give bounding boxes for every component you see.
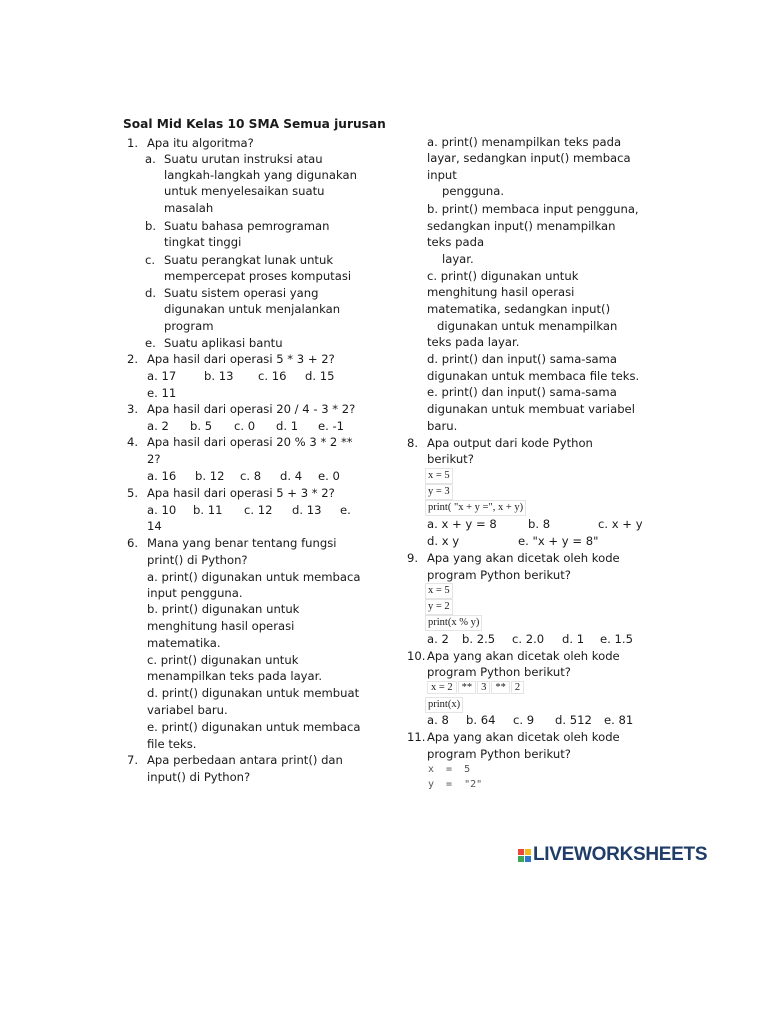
q10-option: c. 9 <box>513 713 535 727</box>
logo-square <box>518 849 524 855</box>
q5-option: a. 10 <box>147 503 177 517</box>
q2-text: Apa hasil dari operasi 5 * 3 + 2? <box>147 352 335 366</box>
q10-option: b. 64 <box>466 713 496 727</box>
q9-option: c. 2.0 <box>512 632 545 646</box>
q4-text: 2? <box>147 452 161 466</box>
q1e-letter: e. <box>145 336 156 350</box>
q2-number: 2. <box>127 352 139 366</box>
q9-option: d. 1 <box>562 632 585 646</box>
q1-number: 1. <box>127 136 139 150</box>
q7-option-line: pengguna. <box>442 184 505 198</box>
q6-line: file teks. <box>147 737 197 751</box>
q9-line: program Python berikut? <box>427 568 571 582</box>
q7-option-line: d. print() dan input() sama-sama <box>427 352 618 366</box>
q10-line: Apa yang akan dicetak oleh kode <box>427 649 620 663</box>
q3-option: a. 2 <box>147 419 169 433</box>
q10-option: e. 81 <box>604 713 634 727</box>
q8-option: b. 8 <box>528 517 551 531</box>
logo-text: LIVEWORKSHEETS <box>533 844 708 865</box>
q6-line: d. print() digunakan untuk membuat <box>147 686 360 700</box>
q7-option-line: b. print() membaca input pengguna, <box>427 202 639 216</box>
q6-line: c. print() digunakan untuk <box>147 653 299 667</box>
q4-option: d. 4 <box>280 469 303 483</box>
page-title: Soal Mid Kelas 10 SMA Semua jurusan <box>123 117 386 131</box>
q5-text: Apa hasil dari operasi 5 + 3 * 2? <box>147 486 335 500</box>
q1d-line: Suatu sistem operasi yang <box>164 286 319 300</box>
q10-option: d. 512 <box>555 713 592 727</box>
q2-option: d. 15 <box>305 369 335 383</box>
q9-number: 9. <box>407 551 419 565</box>
q2-option: b. 13 <box>204 369 234 383</box>
q7-option-line: layar, sedangkan input() membaca <box>427 151 631 165</box>
q6-number: 6. <box>127 536 139 550</box>
q3-option: c. 0 <box>234 419 256 433</box>
q7-number: 7. <box>127 753 139 767</box>
logo-square <box>525 856 531 862</box>
q1d-line: program <box>164 319 214 333</box>
q10-code-part: 3 <box>477 681 490 694</box>
q8-option: e. "x + y = 8" <box>518 534 599 548</box>
q8-option: a. x + y = 8 <box>427 517 497 531</box>
q10-code-line <box>427 681 525 694</box>
q10-code-line: print(x) <box>425 697 463 713</box>
q2-option: a. 17 <box>147 369 177 383</box>
q7-option-line: digunakan untuk membuat variabel <box>427 402 635 416</box>
q1a-line: langkah-langkah yang digunakan <box>164 168 357 182</box>
q7-option-line: digunakan untuk membaca file teks. <box>427 369 640 383</box>
q7-line: Apa perbedaan antara print() dan <box>147 753 343 767</box>
q9-option: e. 1.5 <box>600 632 633 646</box>
q11-line: Apa yang akan dicetak oleh kode <box>427 730 620 744</box>
q8-number: 8. <box>407 436 419 450</box>
q7-option-line: a. print() menampilkan teks pada <box>427 135 622 149</box>
q1c-line: mempercepat proses komputasi <box>164 269 352 283</box>
q8-line: Apa output dari kode Python <box>427 436 593 450</box>
q3-text: Apa hasil dari operasi 20 / 4 - 3 * 2? <box>147 402 356 416</box>
q7-option-line: teks pada <box>427 235 485 249</box>
q5-option: c. 12 <box>244 503 273 517</box>
q8-option: d. x y <box>427 534 460 548</box>
q11-code-line: x = 5 <box>428 764 471 775</box>
q3-option: d. 1 <box>276 419 299 433</box>
q9-code-line: x = 5 <box>425 583 453 599</box>
q3-option: b. 5 <box>190 419 213 433</box>
q7-option-line: input <box>427 168 457 182</box>
q7-option-line: digunakan untuk menampilkan <box>437 319 618 333</box>
q6-line: variabel baru. <box>147 703 228 717</box>
q1e-line: Suatu aplikasi bantu <box>164 336 283 350</box>
q7-line: input() di Python? <box>147 770 251 784</box>
q7-option-line: baru. <box>427 419 458 433</box>
q6-line: menghitung hasil operasi <box>147 619 295 633</box>
q6-line: print() di Python? <box>147 553 248 567</box>
q10-code-part: x = 2 <box>427 681 457 694</box>
q4-option: b. 12 <box>195 469 225 483</box>
q7-option-line: e. print() dan input() sama-sama <box>427 385 617 399</box>
q1b-line: tingkat tinggi <box>164 235 242 249</box>
q4-number: 4. <box>127 435 139 449</box>
q10-code-part: 2 <box>511 681 524 694</box>
q9-code-line: print(x % y) <box>425 615 482 631</box>
q6-line: Mana yang benar tentang fungsi <box>147 536 337 550</box>
q1a-line: Suatu urutan instruksi atau <box>164 152 323 166</box>
q8-code-line: print( "x + y =", x + y) <box>425 500 526 516</box>
q7-option-line: c. print() digunakan untuk <box>427 269 579 283</box>
q8-line: berikut? <box>427 452 474 466</box>
q1a-line: masalah <box>164 201 214 215</box>
logo-square <box>518 856 524 862</box>
q1a-line: untuk menyelesaikan suatu <box>164 184 325 198</box>
q6-line: a. print() digunakan untuk membaca <box>147 570 361 584</box>
q7-option-line: menghitung hasil operasi <box>427 285 575 299</box>
q9-option: b. 2.5 <box>462 632 496 646</box>
q5-number: 5. <box>127 486 139 500</box>
q3-number: 3. <box>127 402 139 416</box>
q10-line: program Python berikut? <box>427 665 571 679</box>
q4-text: Apa hasil dari operasi 20 % 3 * 2 ** <box>147 435 353 449</box>
q1a-letter: a. <box>145 152 156 166</box>
q5-option: 14 <box>147 519 162 533</box>
q8-code-line: y = 3 <box>425 484 453 500</box>
q1-text: Apa itu algoritma? <box>147 136 254 150</box>
q5-option: b. 11 <box>193 503 223 517</box>
q6-line: matematika. <box>147 636 221 650</box>
q11-code-line: y = "2" <box>428 779 483 790</box>
q10-number: 10. <box>407 649 426 663</box>
q7-option-line: teks pada layar. <box>427 335 520 349</box>
q1b-line: Suatu bahasa pemrograman <box>164 219 330 233</box>
q5-option: d. 13 <box>292 503 322 517</box>
q7-option-line: matematika, sedangkan input() <box>427 302 611 316</box>
q2-option: c. 16 <box>258 369 287 383</box>
q1c-line: Suatu perangkat lunak untuk <box>164 253 334 267</box>
q1d-letter: d. <box>145 286 157 300</box>
q4-option: a. 16 <box>147 469 177 483</box>
q1d-line: digunakan untuk menjalankan <box>164 302 341 316</box>
q4-option: e. 0 <box>318 469 340 483</box>
q9-option: a. 2 <box>427 632 449 646</box>
q1b-letter: b. <box>145 219 157 233</box>
q8-code-line: x = 5 <box>425 468 453 484</box>
q4-option: c. 8 <box>240 469 262 483</box>
q11-line: program Python berikut? <box>427 747 571 761</box>
q3-option: e. -1 <box>318 419 345 433</box>
q10-code-part: ** <box>491 681 510 694</box>
logo-square <box>525 849 531 855</box>
q8-option: c. x + y <box>598 517 643 531</box>
q5-option: e. <box>340 503 351 517</box>
q10-option: a. 8 <box>427 713 449 727</box>
q10-code-part: ** <box>458 681 477 694</box>
q6-line: e. print() digunakan untuk membaca <box>147 720 361 734</box>
q2-option: e. 11 <box>147 386 177 400</box>
liveworksheets-logo <box>518 844 707 866</box>
q11-number: 11. <box>407 730 426 744</box>
logo-icon <box>518 849 531 862</box>
q7-option-line: sedangkan input() menampilkan <box>427 219 616 233</box>
q9-code-line: y = 2 <box>425 599 453 615</box>
q1c-letter: c. <box>145 253 156 267</box>
q7-option-line: layar. <box>442 252 474 266</box>
q6-line: b. print() digunakan untuk <box>147 602 300 616</box>
q6-line: menampilkan teks pada layar. <box>147 669 323 683</box>
q9-line: Apa yang akan dicetak oleh kode <box>427 551 620 565</box>
q6-line: input pengguna. <box>147 586 243 600</box>
